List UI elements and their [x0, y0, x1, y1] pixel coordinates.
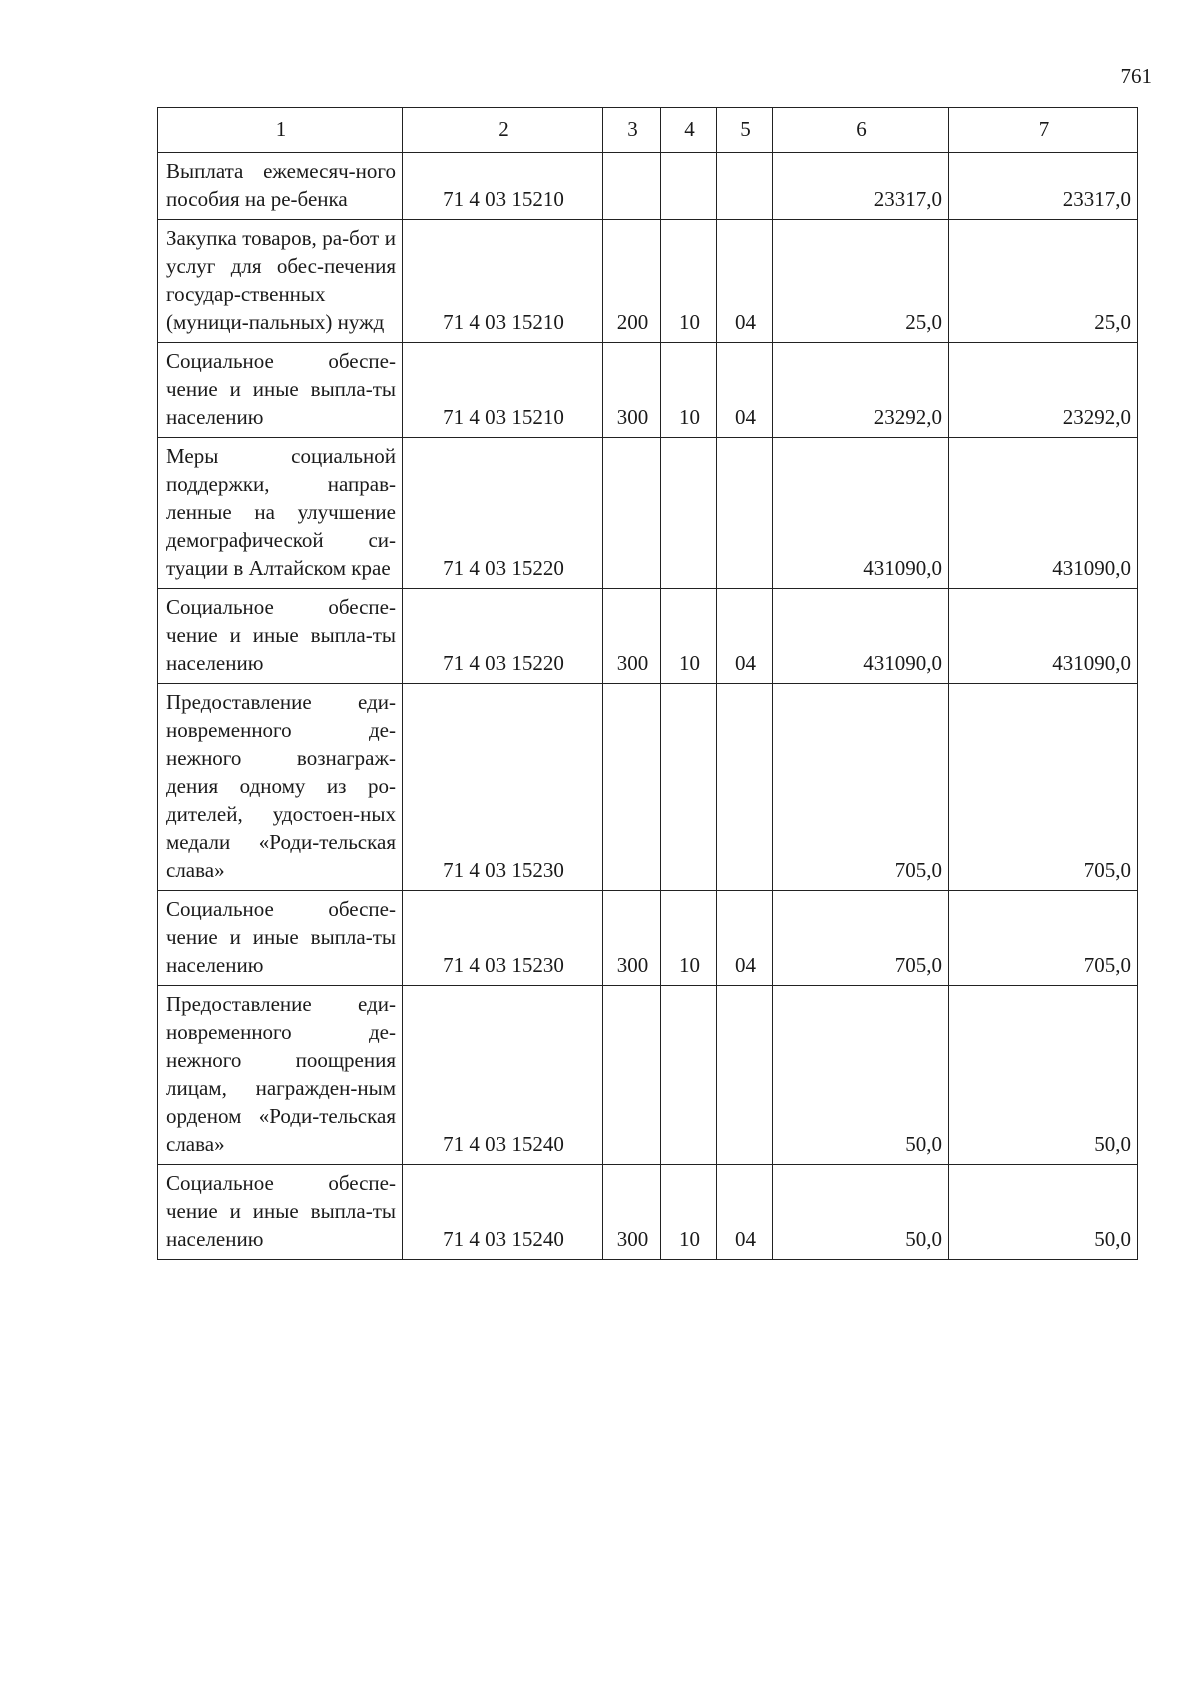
header-col-3: 3	[603, 108, 661, 153]
row-col-3: 200	[603, 220, 661, 343]
header-col-7: 7	[949, 108, 1138, 153]
row-name: Социальное обеспе-чение и иные выпла-ты населению	[158, 891, 403, 986]
row-col-7: 50,0	[949, 1165, 1138, 1260]
table-row	[158, 438, 1138, 589]
row-code: 71 4 03 15240	[403, 986, 603, 1165]
row-name: Предоставление еди-новременного де-нежного вознаграж-дения одному из ро-дителей, удостоен-ных медали «Роди-тельская слава»	[158, 684, 403, 891]
row-name: Меры социальной поддержки, направ-ленные на улучшение демографической си-туации в Алтайском крае	[158, 438, 403, 589]
row-code: 71 4 03 15220	[403, 438, 603, 589]
row-col-4: 10	[661, 343, 717, 438]
row-col-3: 300	[603, 589, 661, 684]
row-col-6: 705,0	[773, 684, 949, 891]
row-col-7: 705,0	[949, 684, 1138, 891]
row-col-4	[661, 986, 717, 1165]
row-code: 71 4 03 15230	[403, 891, 603, 986]
row-col-7: 705,0	[949, 891, 1138, 986]
row-col-7: 23317,0	[949, 153, 1138, 220]
row-col-6: 25,0	[773, 220, 949, 343]
row-code: 71 4 03 15240	[403, 1165, 603, 1260]
row-code: 71 4 03 15230	[403, 684, 603, 891]
row-col-5	[717, 153, 773, 220]
row-code: 71 4 03 15210	[403, 343, 603, 438]
header-col-1: 1	[158, 108, 403, 153]
row-col-6: 431090,0	[773, 589, 949, 684]
table-row	[158, 153, 1138, 220]
row-col-4: 10	[661, 220, 717, 343]
row-col-5: 04	[717, 891, 773, 986]
row-name: Социальное обеспе-чение и иные выпла-ты населению	[158, 1165, 403, 1260]
page-number: 761	[1120, 64, 1152, 88]
row-col-7: 23292,0	[949, 343, 1138, 438]
row-code: 71 4 03 15210	[403, 220, 603, 343]
row-col-7: 431090,0	[949, 589, 1138, 684]
row-col-6: 431090,0	[773, 438, 949, 589]
row-col-7: 50,0	[949, 986, 1138, 1165]
header-col-6: 6	[773, 108, 949, 153]
row-name: Социальное обеспе-чение и иные выпла-ты населению	[158, 343, 403, 438]
table-row	[158, 684, 1138, 891]
table-row	[158, 891, 1138, 986]
row-col-4: 10	[661, 589, 717, 684]
row-name: Выплата ежемесяч-ного пособия на ре-бенка	[158, 153, 403, 220]
budget-table	[157, 107, 1138, 1260]
row-col-3: 300	[603, 891, 661, 986]
row-col-5: 04	[717, 343, 773, 438]
row-col-7: 431090,0	[949, 438, 1138, 589]
row-col-5: 04	[717, 220, 773, 343]
row-col-5: 04	[717, 1165, 773, 1260]
table-row	[158, 343, 1138, 438]
row-name: Закупка товаров, ра-бот и услуг для обес-печения государ-ственных (муници-пальных) нужд	[158, 220, 403, 343]
header-col-5: 5	[717, 108, 773, 153]
row-col-3	[603, 438, 661, 589]
row-col-6: 50,0	[773, 986, 949, 1165]
row-col-5	[717, 438, 773, 589]
row-col-7: 25,0	[949, 220, 1138, 343]
row-col-6: 23292,0	[773, 343, 949, 438]
row-col-3: 300	[603, 1165, 661, 1260]
row-col-4	[661, 438, 717, 589]
row-col-5	[717, 684, 773, 891]
table-row	[158, 220, 1138, 343]
row-col-3: 300	[603, 343, 661, 438]
row-col-4: 10	[661, 891, 717, 986]
row-col-3	[603, 153, 661, 220]
header-row	[158, 108, 1138, 153]
row-col-5	[717, 986, 773, 1165]
row-name: Социальное обеспе-чение и иные выпла-ты населению	[158, 589, 403, 684]
row-col-4: 10	[661, 1165, 717, 1260]
row-col-3	[603, 986, 661, 1165]
row-col-6: 23317,0	[773, 153, 949, 220]
row-col-6: 705,0	[773, 891, 949, 986]
row-col-3	[603, 684, 661, 891]
row-col-6: 50,0	[773, 1165, 949, 1260]
table-row	[158, 1165, 1138, 1260]
header-col-4: 4	[661, 108, 717, 153]
table-row	[158, 986, 1138, 1165]
row-code: 71 4 03 15220	[403, 589, 603, 684]
row-code: 71 4 03 15210	[403, 153, 603, 220]
row-col-5: 04	[717, 589, 773, 684]
header-col-2: 2	[403, 108, 603, 153]
row-name: Предоставление еди-новременного де-нежного поощрения лицам, награжден-ным орденом «Роди-тельская слава»	[158, 986, 403, 1165]
row-col-4	[661, 153, 717, 220]
row-col-4	[661, 684, 717, 891]
table-row	[158, 589, 1138, 684]
